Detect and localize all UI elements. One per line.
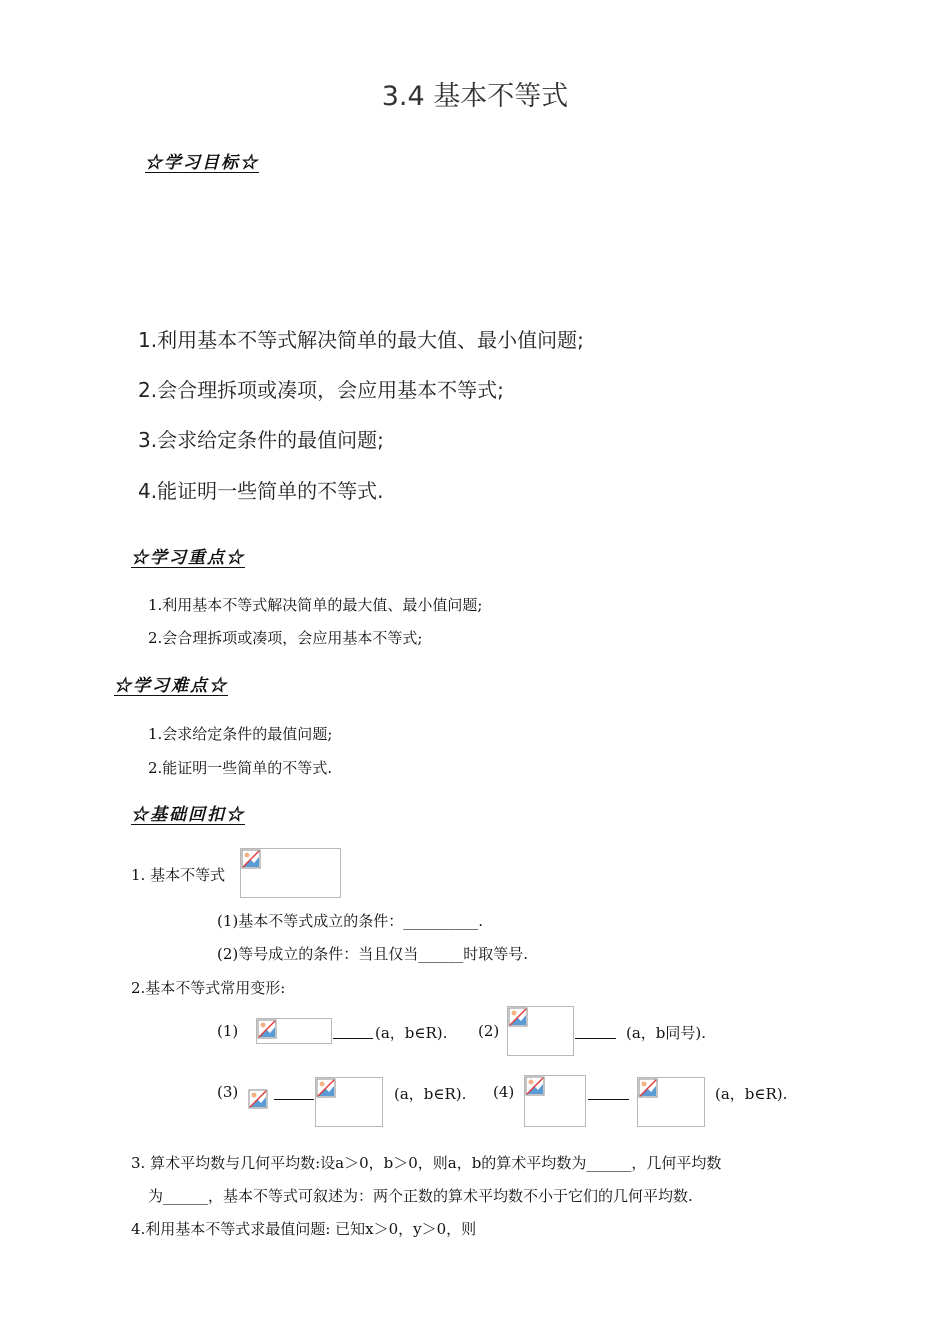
broken-image-icon — [508, 1007, 528, 1027]
goal-item: 4.能证明一些简单的不等式. — [138, 479, 384, 503]
formula-image-placeholder — [256, 1018, 332, 1044]
formula-image-placeholder — [240, 848, 341, 898]
q1-sub2: (2)等号成立的条件：当且仅当______时取等号. — [217, 945, 529, 963]
broken-image-icon — [257, 1019, 277, 1039]
variant-1-label: (1) — [217, 1022, 239, 1040]
goal-item: 2.会合理拆项或凑项，会应用基本不等式; — [138, 378, 504, 402]
q4-text: 4.利用基本不等式求最值问题: 已知x＞0，y＞0，则 — [131, 1220, 477, 1238]
broken-image-icon — [248, 1089, 268, 1109]
formula-image-placeholder — [507, 1006, 574, 1056]
goal-item: 1.利用基本不等式解决简单的最大值、最小值问题; — [138, 328, 584, 352]
formula-image-placeholder — [524, 1075, 586, 1127]
q1-label: 1. 基本不等式 — [131, 866, 226, 884]
q3-line1: 3. 算术平均数与几何平均数:设a＞0，b＞0，则a，b的算术平均数为______，几何平均数 — [131, 1154, 722, 1172]
variant-2-condition: (a，b同号). — [626, 1024, 707, 1042]
goal-item: 3.会求给定条件的最值问题; — [138, 428, 384, 452]
variant-4-label: (4) — [493, 1083, 515, 1101]
q3-line2: 为______，基本不等式可叙述为：两个正数的算术平均数不小于它们的几何平均数. — [148, 1187, 693, 1205]
variant-3-label: (3) — [217, 1083, 239, 1101]
formula-image-placeholder — [637, 1077, 705, 1127]
broken-image-icon — [525, 1076, 545, 1096]
q1-sub1: (1)基本不等式成立的条件：__________. — [217, 912, 484, 930]
answer-blank — [588, 1099, 629, 1100]
q2-label: 2.基本不等式常用变形: — [131, 979, 286, 997]
goals-heading: ☆学习目标☆ — [145, 153, 259, 173]
variant-3-condition: (a，b∈R). — [394, 1085, 467, 1103]
answer-blank — [575, 1038, 616, 1039]
page-title: 3.4 基本不等式 — [381, 81, 569, 112]
key-point-item: 2.会合理拆项或凑项，会应用基本不等式; — [148, 629, 423, 647]
broken-image-icon — [316, 1078, 336, 1098]
difficulty-item: 1.会求给定条件的最值问题; — [148, 725, 333, 743]
basics-heading: ☆基础回扣☆ — [131, 805, 245, 825]
difficulty-item: 2.能证明一些简单的不等式. — [148, 759, 333, 777]
broken-image-icon — [638, 1078, 658, 1098]
answer-blank — [333, 1038, 373, 1039]
variant-1-condition: (a，b∈R). — [375, 1024, 448, 1042]
variant-2-label: (2) — [478, 1022, 500, 1040]
answer-blank — [274, 1099, 314, 1100]
difficulties-heading: ☆学习难点☆ — [114, 676, 228, 696]
variant-4-condition: (a，b∈R). — [715, 1085, 788, 1103]
broken-image-icon — [241, 849, 261, 869]
key-point-item: 1.利用基本不等式解决简单的最大值、最小值问题; — [148, 596, 483, 614]
formula-image-placeholder — [248, 1089, 272, 1113]
formula-image-placeholder — [315, 1077, 383, 1127]
key-points-heading: ☆学习重点☆ — [131, 548, 245, 568]
